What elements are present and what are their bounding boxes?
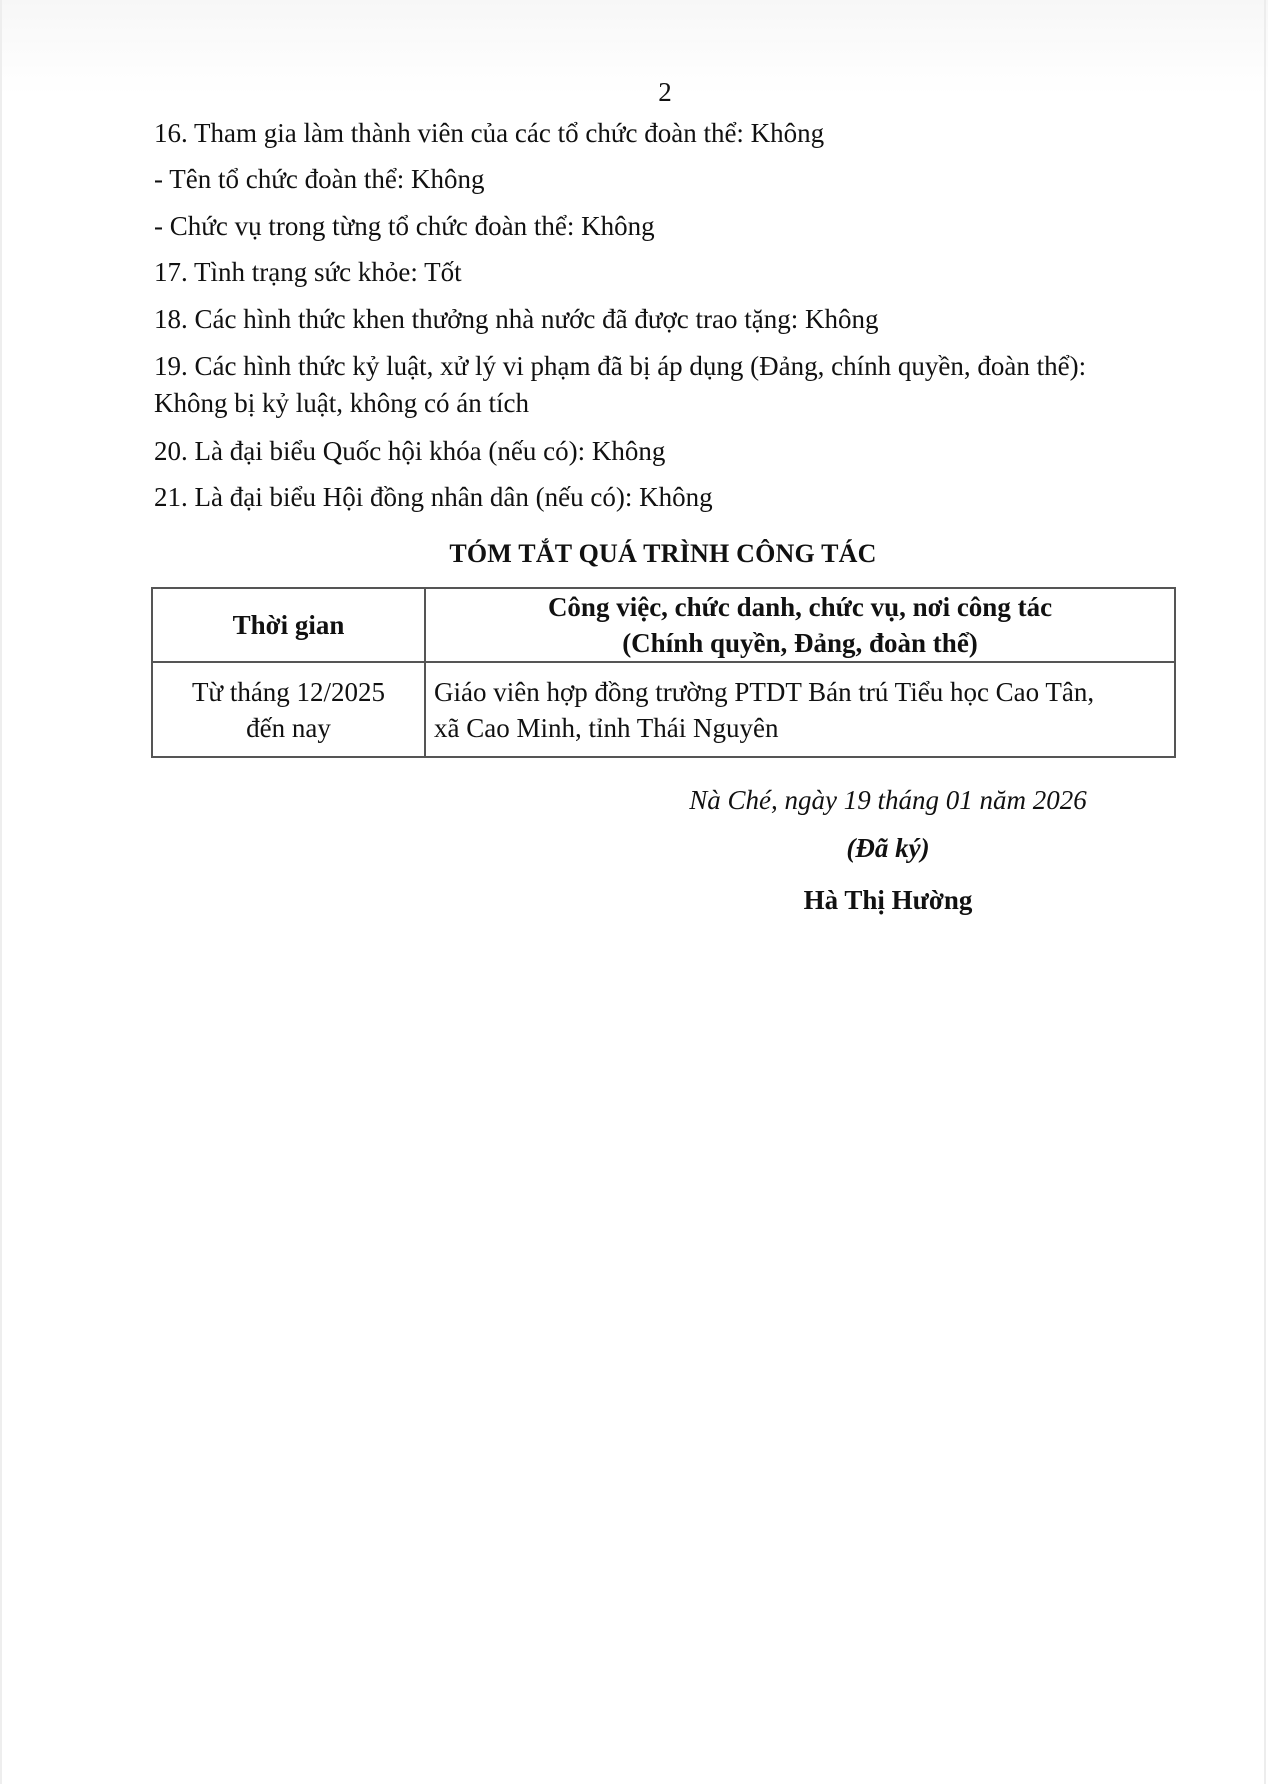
signature-status: (Đã ký): [846, 833, 930, 863]
item-21: 21. Là đại biểu Hội đồng nhân dân (nếu có): Không: [154, 482, 713, 512]
table-header-row: [152, 588, 1175, 662]
page-number: 2: [658, 77, 672, 107]
cell-work: [425, 662, 1175, 757]
item-18: 18. Các hình thức khen thưởng nhà nước đã được trao tặng: Không: [154, 304, 879, 334]
table-row: [152, 662, 1175, 757]
work-history-table: [151, 587, 1176, 758]
item-17: 17. Tình trạng sức khỏe: Tốt: [154, 257, 462, 287]
cell-time-line1: Từ tháng 12/2025: [191, 676, 386, 707]
item-16: 16. Tham gia làm thành viên của các tổ chức đoàn thể: Không: [154, 118, 825, 148]
header-work-line2: (Chính quyền, Đảng, đoàn thể): [622, 628, 978, 658]
page-edge-right: [1264, 0, 1266, 1784]
cell-work-line2: xã Cao Minh, tỉnh Thái Nguyên: [434, 712, 779, 743]
signature-place-date: Nà Ché, ngày 19 tháng 01 năm 2026: [689, 785, 1087, 815]
item-16-org-position: - Chức vụ trong từng tổ chức đoàn thể: Không: [154, 211, 655, 241]
item-20: 20. Là đại biểu Quốc hội khóa (nếu có): Không: [154, 436, 666, 466]
header-time: [152, 588, 425, 662]
cell-time: [152, 662, 425, 757]
cell-time-line2: đến nay: [246, 712, 331, 743]
item-19-value: Không bị kỷ luật, không có án tích: [154, 388, 529, 418]
cell-work-line1: Giáo viên hợp đồng trường PTDT Bán trú Tiểu học Cao Tân,: [434, 676, 1095, 707]
page-edge-left: [0, 0, 2, 1784]
signature-name: Hà Thị Hường: [803, 885, 973, 915]
header-time-label: Thời gian: [232, 610, 345, 640]
header-work-line1: Công việc, chức danh, chức vụ, nơi công tác: [547, 592, 1053, 622]
item-19: 19. Các hình thức kỷ luật, xử lý vi phạm đã bị áp dụng (Đảng, chính quyền, đoàn thể):: [154, 351, 1087, 381]
work-summary-title: TÓM TẮT QUÁ TRÌNH CÔNG TÁC: [449, 539, 877, 568]
header-work: [425, 588, 1175, 662]
item-16-org-name: - Tên tổ chức đoàn thể: Không: [154, 164, 485, 194]
